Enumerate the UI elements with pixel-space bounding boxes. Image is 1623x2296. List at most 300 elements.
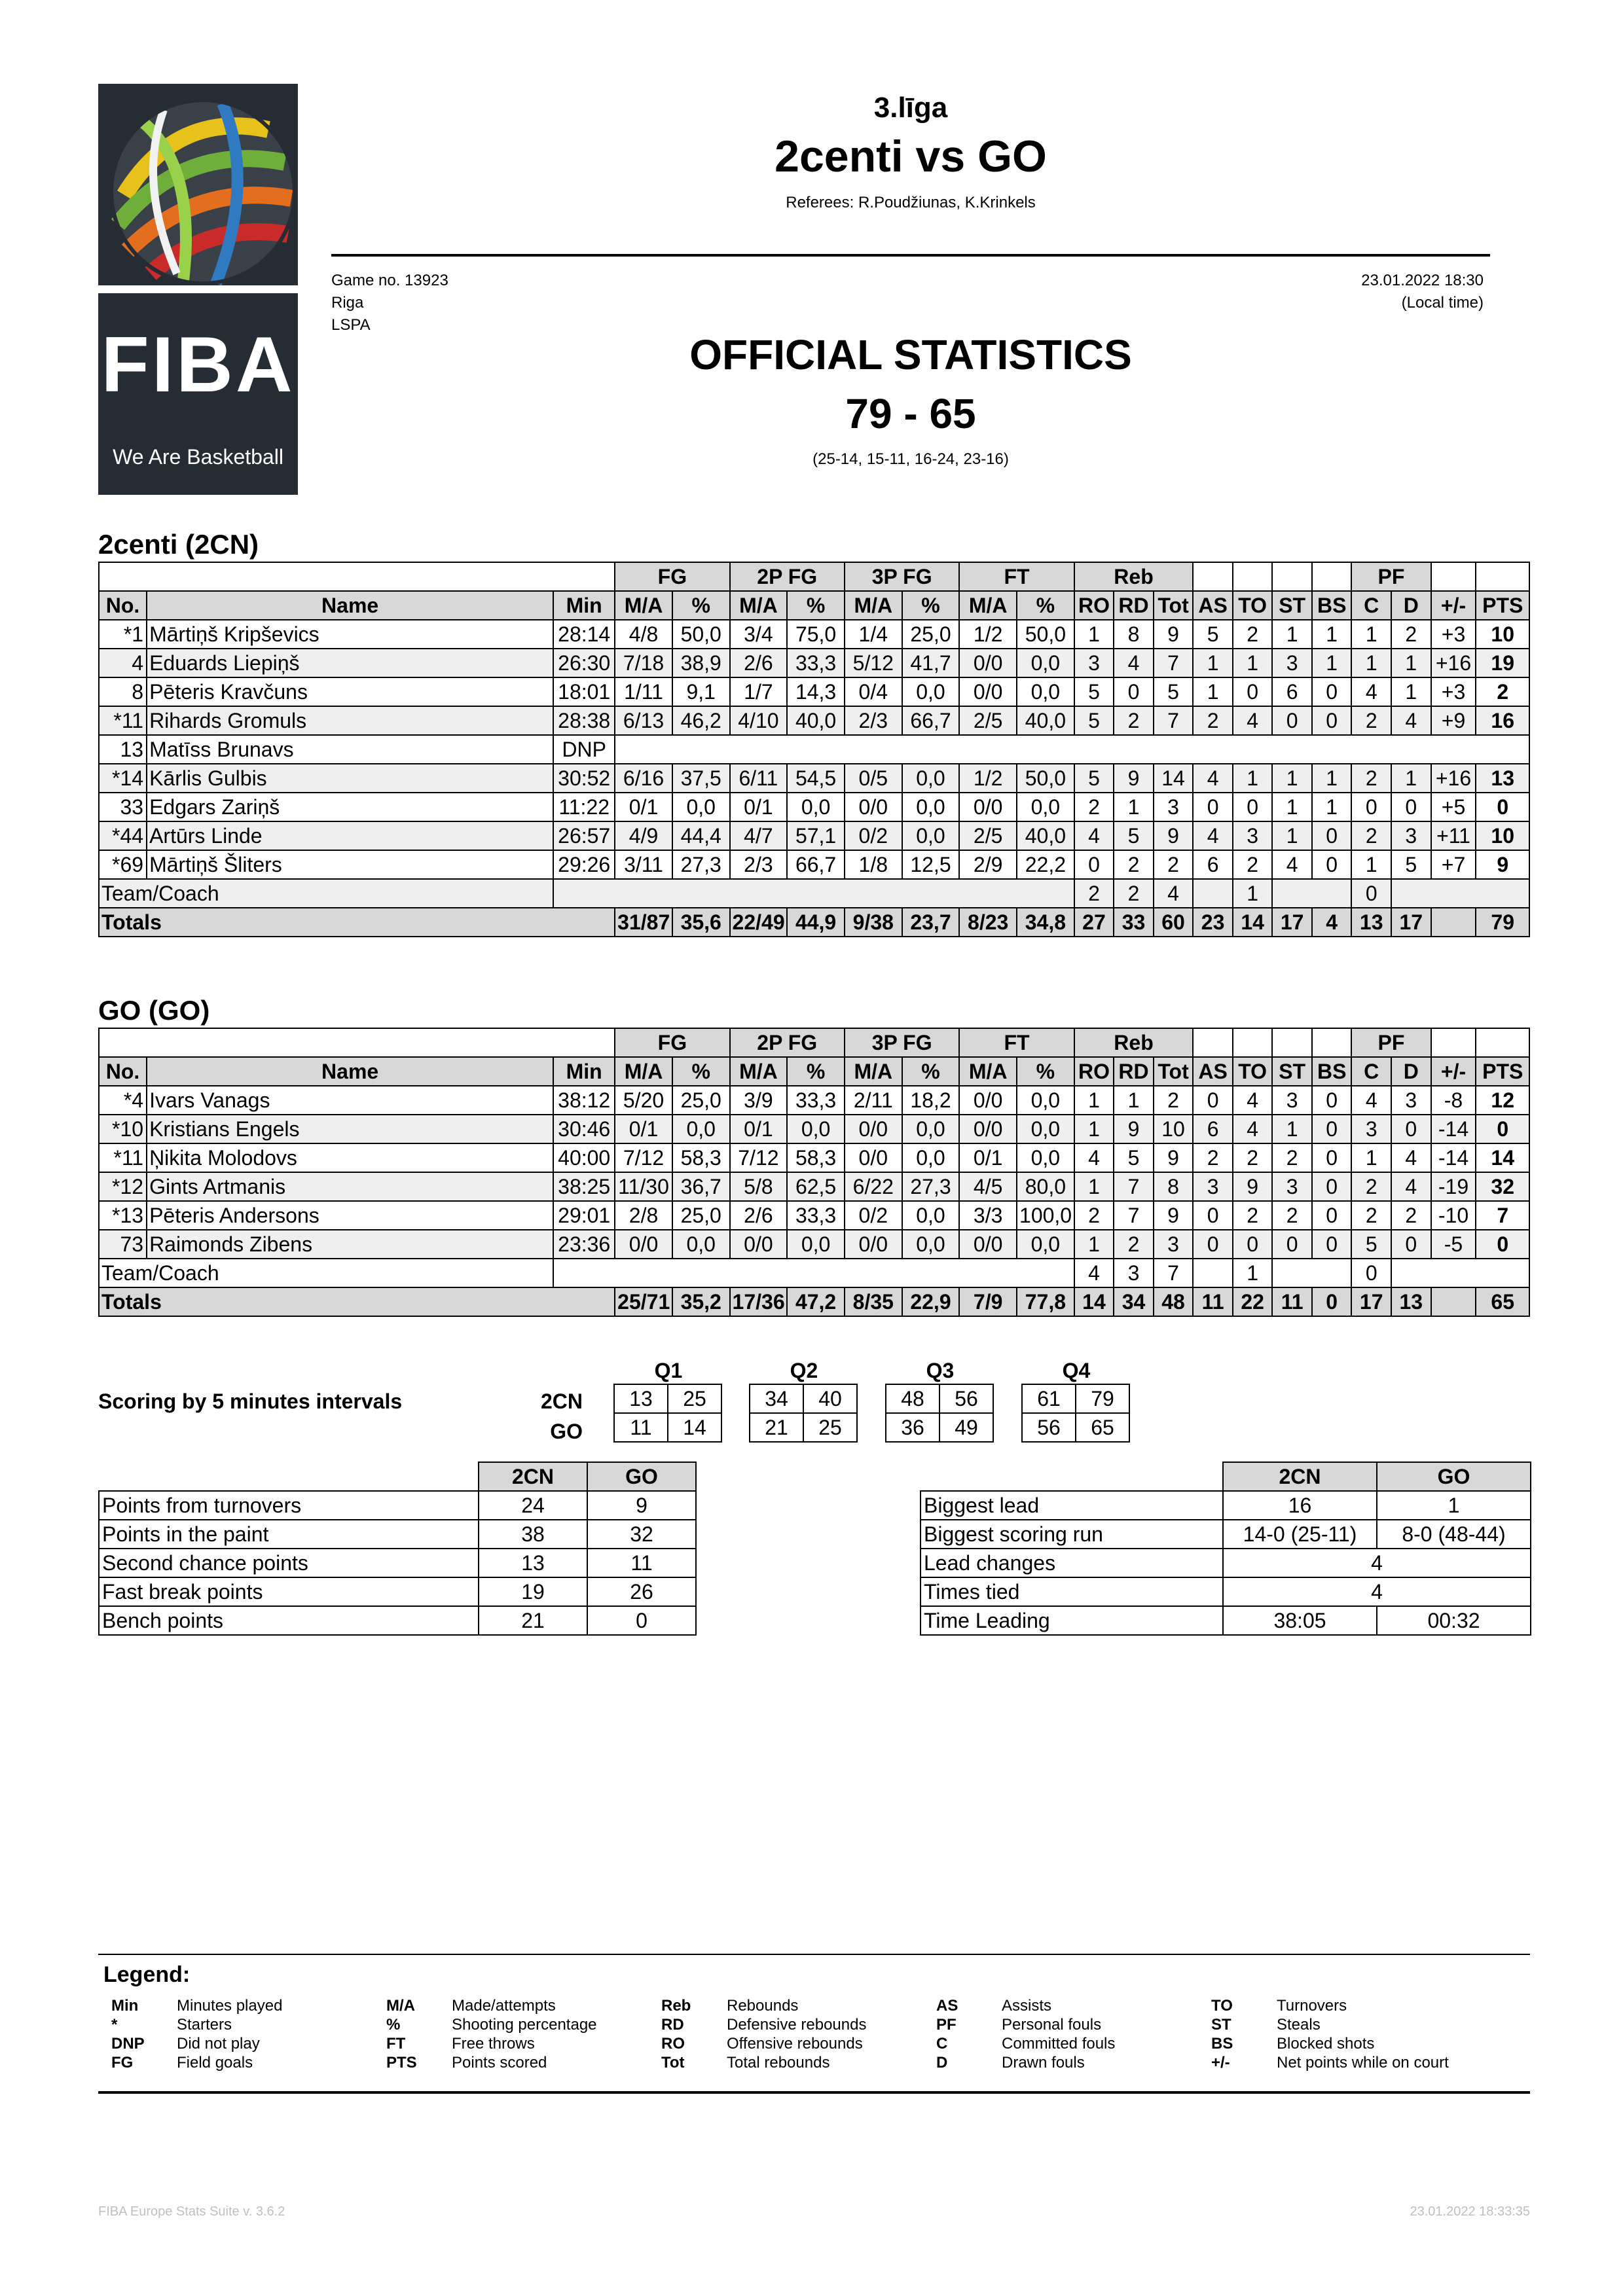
stat-cell: 0 — [1476, 793, 1529, 821]
stat-cell: 14 — [1074, 1287, 1114, 1316]
stat-cell: 5 — [1074, 677, 1114, 706]
stat-cell: 1 — [1074, 1086, 1114, 1115]
column-header: Min — [553, 1057, 615, 1086]
stat-cell: 13 — [1391, 1287, 1431, 1316]
player-number: *1 — [99, 620, 147, 649]
stat-cell: -14 — [1431, 1143, 1476, 1172]
stat-cell: -19 — [1431, 1172, 1476, 1201]
stat-cell: 2 — [1351, 1172, 1391, 1201]
stat-cell: +3 — [1431, 677, 1476, 706]
group-header: 2P FG — [730, 1028, 845, 1057]
stat-cell: 38:12 — [553, 1086, 615, 1115]
group-header: Reb — [1074, 562, 1194, 591]
stat-cell: 2 — [1233, 620, 1273, 649]
legend-abbr: AS — [936, 1997, 958, 2015]
legend-item — [1211, 2053, 1473, 2072]
header-blank — [1233, 562, 1273, 591]
leads-cell: 4 — [1223, 1549, 1531, 1577]
column-header: C — [1351, 591, 1391, 620]
legend-group — [1211, 1996, 1473, 2072]
stat-cell: 1 — [1233, 879, 1273, 908]
stat-cell: 44,9 — [787, 908, 845, 937]
stat-cell: 1 — [1272, 1115, 1312, 1143]
points-header-home: 2CN — [479, 1462, 587, 1491]
stat-cell: 40,0 — [787, 706, 845, 735]
legend-group — [661, 1996, 923, 2072]
stat-cell: 5 — [1154, 677, 1194, 706]
interval-cell: 56 — [1022, 1413, 1076, 1442]
stat-cell: 2 — [1351, 764, 1391, 793]
stat-cell: 0 — [1272, 1230, 1312, 1259]
player-number: *11 — [99, 706, 147, 735]
player-name: Pēteris Kravčuns — [147, 677, 553, 706]
stat-cell: 3 — [1074, 649, 1114, 677]
stat-cell: 0/0 — [959, 649, 1017, 677]
team-title-home: 2centi (2CN) — [98, 529, 259, 560]
player-number: *4 — [99, 1086, 147, 1115]
stat-cell: 3 — [1272, 1086, 1312, 1115]
stat-cell: 3 — [1233, 821, 1273, 850]
box-score-home — [98, 562, 1530, 937]
leads-header-home: 2CN — [1223, 1462, 1377, 1491]
stat-cell: 1 — [1114, 1086, 1154, 1115]
player-name: Rihards Gromuls — [147, 706, 553, 735]
player-row — [99, 1201, 1529, 1230]
column-header: Name — [147, 1057, 553, 1086]
points-header-blank — [99, 1462, 479, 1491]
stat-cell: 0 — [1312, 1287, 1352, 1316]
empty-cell — [553, 1259, 1074, 1287]
stat-cell: 3 — [1391, 821, 1431, 850]
stat-cell: 0/0 — [959, 677, 1017, 706]
stat-cell: 7 — [1114, 1201, 1154, 1230]
legend-item — [386, 1996, 648, 2015]
legend-abbr: FT — [386, 2035, 406, 2053]
stat-cell: +11 — [1431, 821, 1476, 850]
group-header: PF — [1351, 1028, 1431, 1057]
legend-top-rule — [98, 1954, 1530, 1955]
legend-item — [111, 2015, 373, 2034]
stat-cell: 4 — [1074, 1259, 1114, 1287]
interval-cell: 79 — [1076, 1384, 1129, 1413]
stat-cell: 4 — [1351, 677, 1391, 706]
stat-cell: 30:52 — [553, 764, 615, 793]
stat-cell: 0 — [1312, 1086, 1352, 1115]
stat-cell: 0 — [1074, 850, 1114, 879]
stat-cell: 6/16 — [615, 764, 672, 793]
legend-abbr: ST — [1211, 2016, 1231, 2034]
column-header: D — [1391, 1057, 1431, 1086]
stat-cell: 3 — [1114, 1259, 1154, 1287]
stat-cell: 0/0 — [615, 1230, 672, 1259]
leads-cell: 16 — [1223, 1491, 1377, 1520]
group-header: FG — [615, 562, 729, 591]
stat-cell: 5/12 — [845, 649, 902, 677]
stat-cell: 4 — [1391, 706, 1431, 735]
stat-cell: 0/0 — [845, 1230, 902, 1259]
leads-cell: 00:32 — [1377, 1606, 1531, 1635]
stat-cell: 3/9 — [730, 1086, 788, 1115]
legend-desc: Shooting percentage — [452, 2016, 597, 2034]
stat-cell: 0/1 — [730, 1115, 788, 1143]
legend-item — [111, 2053, 373, 2072]
column-header: No. — [99, 591, 147, 620]
group-header: FG — [615, 1028, 729, 1057]
stat-cell: 8 — [1154, 1172, 1194, 1201]
interval-cell: 65 — [1076, 1413, 1129, 1442]
stat-cell: 1 — [1114, 793, 1154, 821]
stat-cell: 4/5 — [959, 1172, 1017, 1201]
stat-cell: 47,2 — [787, 1287, 845, 1316]
legend-item — [936, 2034, 1198, 2053]
stat-cell: 33,3 — [787, 1086, 845, 1115]
stat-cell: 2/6 — [730, 649, 788, 677]
points-row-label: Fast break points — [99, 1577, 479, 1606]
stat-cell: 1 — [1272, 793, 1312, 821]
fiba-wordmark: FIBA — [101, 321, 295, 408]
column-header: M/A — [615, 591, 672, 620]
leads-row-label: Biggest lead — [921, 1491, 1223, 1520]
stat-cell: 4 — [1074, 1143, 1114, 1172]
player-row — [99, 1172, 1529, 1201]
points-row-label: Points from turnovers — [99, 1491, 479, 1520]
leads-header-away: GO — [1377, 1462, 1531, 1491]
stat-cell: 4 — [1193, 821, 1233, 850]
stat-cell: 0/1 — [959, 1143, 1017, 1172]
stat-cell: 0/2 — [845, 1201, 902, 1230]
stat-cell: 0 — [1272, 706, 1312, 735]
column-header: M/A — [730, 591, 788, 620]
stat-cell: 7/12 — [730, 1143, 788, 1172]
player-number: *44 — [99, 821, 147, 850]
stat-cell: 2 — [1074, 879, 1114, 908]
stat-cell: 34 — [1114, 1287, 1154, 1316]
column-header: TO — [1233, 1057, 1273, 1086]
stat-cell: 1 — [1391, 649, 1431, 677]
stat-cell: 1 — [1074, 1230, 1114, 1259]
stat-cell: 1 — [1233, 764, 1273, 793]
stat-cell: 3 — [1193, 1172, 1233, 1201]
stat-cell: 3 — [1154, 1230, 1194, 1259]
legend-desc: Rebounds — [727, 1997, 799, 2015]
stat-cell: 2 — [1233, 1143, 1273, 1172]
stat-cell: 5 — [1074, 764, 1114, 793]
stat-cell: 3 — [1272, 649, 1312, 677]
stat-cell: 50,0 — [1017, 620, 1074, 649]
group-header: FT — [959, 1028, 1074, 1057]
interval-cell: 25 — [668, 1384, 721, 1413]
final-score: 79 - 65 — [845, 390, 976, 437]
stat-cell: 0 — [1193, 793, 1233, 821]
stat-cell: 35,6 — [672, 908, 730, 937]
points-row-label: Points in the paint — [99, 1520, 479, 1549]
stat-cell: 75,0 — [787, 620, 845, 649]
points-summary-table — [98, 1462, 697, 1636]
column-header: M/A — [615, 1057, 672, 1086]
stat-cell: 0 — [1312, 1172, 1352, 1201]
stat-cell: 14,3 — [787, 677, 845, 706]
stat-cell: 0/1 — [615, 1115, 672, 1143]
legend-bottom-rule — [98, 2091, 1530, 2094]
legend-item — [936, 1996, 1198, 2015]
stat-cell: 0 — [1351, 793, 1391, 821]
stat-cell: 0 — [1312, 1201, 1352, 1230]
stat-cell: 1 — [1272, 764, 1312, 793]
player-row — [99, 793, 1529, 821]
stat-cell: 23,7 — [902, 908, 960, 937]
stat-cell: 0 — [1312, 677, 1352, 706]
stat-cell: 6/22 — [845, 1172, 902, 1201]
stat-cell: 1/4 — [845, 620, 902, 649]
stat-cell: 13 — [1476, 764, 1529, 793]
stat-cell: 4 — [1074, 821, 1114, 850]
player-number: 4 — [99, 649, 147, 677]
points-row-label: Second chance points — [99, 1549, 479, 1577]
player-name: Kārlis Gulbis — [147, 764, 553, 793]
stat-cell: 2 — [1193, 1143, 1233, 1172]
stat-cell: 4 — [1391, 1172, 1431, 1201]
stat-cell: 37,5 — [672, 764, 730, 793]
points-header-away: GO — [587, 1462, 696, 1491]
stat-cell: 0 — [1312, 1230, 1352, 1259]
stat-cell: 22,9 — [902, 1287, 960, 1316]
stat-cell: 66,7 — [787, 850, 845, 879]
stat-cell: 8/35 — [845, 1287, 902, 1316]
player-number: *69 — [99, 850, 147, 879]
points-cell: 9 — [587, 1491, 696, 1520]
stat-cell: 100,0 — [1017, 1201, 1074, 1230]
stat-cell: 33 — [1114, 908, 1154, 937]
stat-cell: 0/5 — [845, 764, 902, 793]
legend-item — [111, 1996, 373, 2015]
stat-cell: 0,0 — [672, 1115, 730, 1143]
stat-cell: 3/11 — [615, 850, 672, 879]
stat-cell: 5 — [1391, 850, 1431, 879]
column-header: BS — [1312, 591, 1352, 620]
interval-cell: 40 — [803, 1384, 857, 1413]
stat-cell: 0 — [1476, 1230, 1529, 1259]
stat-cell: 6/13 — [615, 706, 672, 735]
stat-cell: 25,0 — [902, 620, 960, 649]
stat-cell: 3 — [1351, 1115, 1391, 1143]
legend-abbr: RD — [661, 2016, 684, 2034]
stat-cell: 3 — [1272, 1172, 1312, 1201]
stat-cell: +16 — [1431, 764, 1476, 793]
interval-q2-label: Q2 — [790, 1359, 818, 1382]
legend-abbr: PF — [936, 2016, 957, 2034]
stat-cell: 0/0 — [959, 1230, 1017, 1259]
column-header: % — [902, 591, 960, 620]
stat-cell: 1 — [1312, 793, 1352, 821]
stat-cell: 9 — [1114, 764, 1154, 793]
column-header: % — [787, 591, 845, 620]
stat-cell: 16 — [1476, 706, 1529, 735]
stat-cell: 5 — [1351, 1230, 1391, 1259]
stat-cell: 2 — [1114, 879, 1154, 908]
legend-abbr: DNP — [111, 2035, 145, 2053]
stat-cell: 9 — [1476, 850, 1529, 879]
game-datetime: 23.01.2022 18:30 — [1361, 272, 1484, 289]
legend-abbr: M/A — [386, 1997, 415, 2015]
stat-cell: 2 — [1114, 850, 1154, 879]
column-header: AS — [1193, 1057, 1233, 1086]
column-header: D — [1391, 591, 1431, 620]
stat-cell: 13 — [1351, 908, 1391, 937]
player-row — [99, 764, 1529, 793]
legend-abbr: C — [936, 2035, 948, 2053]
player-name: Matīss Brunavs — [147, 735, 553, 764]
stat-cell: 6 — [1272, 677, 1312, 706]
stat-cell: 40,0 — [1017, 706, 1074, 735]
stat-cell: 41,7 — [902, 649, 960, 677]
legend-abbr: Tot — [661, 2054, 685, 2072]
player-row — [99, 850, 1529, 879]
quarter-scores: (25-14, 15-11, 16-24, 23-16) — [812, 450, 1009, 468]
column-header: M/A — [959, 591, 1017, 620]
interval-team-away: GO — [550, 1420, 583, 1443]
legend-desc: Free throws — [452, 2035, 535, 2053]
stat-cell: 2 — [1351, 821, 1391, 850]
stat-cell: 23 — [1193, 908, 1233, 937]
legend-desc: Defensive rebounds — [727, 2016, 867, 2034]
legend-item — [661, 2053, 923, 2072]
stat-cell: 11 — [1193, 1287, 1233, 1316]
points-cell: 26 — [587, 1577, 696, 1606]
stat-cell: 40,0 — [1017, 821, 1074, 850]
stat-cell: 19 — [1476, 649, 1529, 677]
stat-cell: 33,3 — [787, 649, 845, 677]
stat-cell: 9 — [1154, 620, 1194, 649]
stat-cell: 2 — [1114, 1230, 1154, 1259]
stat-cell: 0 — [1233, 793, 1273, 821]
stat-cell: 0 — [1193, 1230, 1233, 1259]
team-coach-row — [99, 1259, 1529, 1287]
legend-desc: Points scored — [452, 2054, 547, 2072]
column-header: RD — [1114, 591, 1154, 620]
player-number: *14 — [99, 764, 147, 793]
points-cell: 38 — [479, 1520, 587, 1549]
stat-cell: 0/0 — [845, 1143, 902, 1172]
player-number: 33 — [99, 793, 147, 821]
player-row — [99, 1230, 1529, 1259]
points-cell: 24 — [479, 1491, 587, 1520]
player-minutes: DNP — [553, 735, 615, 764]
stat-cell: 0/0 — [845, 793, 902, 821]
stat-cell: -5 — [1431, 1230, 1476, 1259]
stat-cell: 5/8 — [730, 1172, 788, 1201]
stat-cell: 0,0 — [902, 1230, 960, 1259]
legend-item — [1211, 1996, 1473, 2015]
player-row — [99, 706, 1529, 735]
group-header: FT — [959, 562, 1074, 591]
leads-cell: 14-0 (25-11) — [1223, 1520, 1377, 1549]
header-blank — [1193, 1028, 1233, 1057]
column-header: C — [1351, 1057, 1391, 1086]
stat-cell: 4 — [1233, 1115, 1273, 1143]
stat-cell: 17/36 — [730, 1287, 788, 1316]
interval-cell: 11 — [614, 1413, 668, 1442]
stat-cell: 0/1 — [615, 793, 672, 821]
interval-cell: 34 — [750, 1384, 803, 1413]
legend-abbr: PTS — [386, 2054, 417, 2072]
points-cell: 11 — [587, 1549, 696, 1577]
stat-cell: 3 — [1154, 793, 1194, 821]
legend-item — [1211, 2015, 1473, 2034]
legend-item — [386, 2015, 648, 2034]
stat-cell: 0,0 — [902, 821, 960, 850]
legend-abbr: FG — [111, 2054, 134, 2072]
stat-cell: 0/0 — [959, 1115, 1017, 1143]
stat-cell: 0,0 — [1017, 1086, 1074, 1115]
stat-cell: 25,0 — [672, 1086, 730, 1115]
local-time-note: (Local time) — [1401, 294, 1484, 312]
interval-table-q2 — [749, 1384, 858, 1443]
stat-cell: 0 — [1312, 1143, 1352, 1172]
stat-cell: 3/4 — [730, 620, 788, 649]
stat-cell: 0/2 — [845, 821, 902, 850]
legend-abbr: % — [386, 2016, 401, 2034]
leads-row-label: Time Leading — [921, 1606, 1223, 1635]
header-blank — [1476, 562, 1529, 591]
stat-cell: 62,5 — [787, 1172, 845, 1201]
stat-cell: 5/20 — [615, 1086, 672, 1115]
column-header: BS — [1312, 1057, 1352, 1086]
column-header: M/A — [730, 1057, 788, 1086]
stat-cell: 40:00 — [553, 1143, 615, 1172]
legend-item — [936, 2015, 1198, 2034]
stat-cell: 4/10 — [730, 706, 788, 735]
stat-cell: 1 — [1193, 649, 1233, 677]
stat-cell: 1 — [1351, 1143, 1391, 1172]
player-row — [99, 649, 1529, 677]
footer-version: FIBA Europe Stats Suite v. 3.6.2 — [98, 2204, 285, 2219]
points-cell: 13 — [479, 1549, 587, 1577]
stat-cell: 28:14 — [553, 620, 615, 649]
stat-cell: 0,0 — [787, 1230, 845, 1259]
totals-row — [99, 908, 1529, 937]
stat-cell: 4/9 — [615, 821, 672, 850]
stat-cell: 10 — [1476, 821, 1529, 850]
points-row — [99, 1520, 696, 1549]
leads-cell: 38:05 — [1223, 1606, 1377, 1635]
stat-cell: 9 — [1233, 1172, 1273, 1201]
fiba-wordmark-logo — [98, 293, 298, 495]
stat-cell: 0,0 — [902, 793, 960, 821]
stat-cell: 50,0 — [1017, 764, 1074, 793]
stat-cell: 0,0 — [1017, 1143, 1074, 1172]
stat-cell: 23:36 — [553, 1230, 615, 1259]
stat-cell: 1/8 — [845, 850, 902, 879]
stat-cell: 1/2 — [959, 620, 1017, 649]
legend-desc: Field goals — [177, 2054, 253, 2072]
player-number: 73 — [99, 1230, 147, 1259]
stat-cell: 1 — [1351, 649, 1391, 677]
legend-desc: Did not play — [177, 2035, 260, 2053]
stat-cell: 29:26 — [553, 850, 615, 879]
stat-cell: 2/8 — [615, 1201, 672, 1230]
referees: Referees: R.Poudžiunas, K.Krinkels — [786, 194, 1036, 211]
stat-cell: 6/11 — [730, 764, 788, 793]
column-header: PTS — [1476, 1057, 1529, 1086]
stat-cell: 57,1 — [787, 821, 845, 850]
stat-cell: 46,2 — [672, 706, 730, 735]
stat-cell: 9 — [1114, 1115, 1154, 1143]
interval-cell: 61 — [1022, 1384, 1076, 1413]
empty-cell — [1272, 1259, 1351, 1287]
column-header: M/A — [845, 1057, 902, 1086]
legend-item — [661, 2015, 923, 2034]
stat-cell: 0 — [1233, 1230, 1273, 1259]
